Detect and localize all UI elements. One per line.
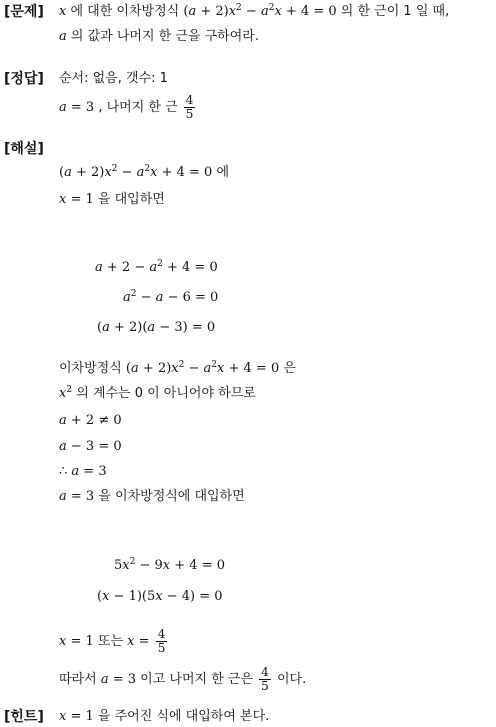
explanation-line-6: 이차방정식 $(a + 2)x^2 - a^2x + 4 = 0$ 은 — [59, 360, 296, 376]
problem-text-1b: 의 한 근이 1 일 때, — [340, 4, 450, 19]
explanation-frac1-den: 5 — [157, 641, 166, 655]
problem-text-1a: 에 대한 이차방정식 — [70, 4, 180, 19]
answer-label: [정답] — [4, 71, 44, 87]
problem-label: [문제] — [4, 4, 44, 20]
answer-fraction — [184, 94, 196, 121]
hint-line: x = 1 을 주어진 식에 대입하여 본다. — [59, 709, 270, 724]
equation-2: $a^2 - a - 6 = 0$ — [123, 289, 219, 305]
explanation-fraction-2 — [259, 666, 271, 693]
explanation-line-15: 따라서 a = 3 이고 나머지 한 근은 $\frac{4}{5}$ 이다. — [59, 665, 307, 693]
hint-text: 을 주어진 식에 대입하여 본다. — [97, 709, 270, 724]
explanation-line-10: ∴ a = 3 — [59, 464, 107, 479]
explanation-text-2: 을 대입하면 — [97, 192, 165, 207]
answer-text-2: , 나머지 한 근 — [98, 100, 178, 115]
answer-frac-num: 4 — [185, 93, 194, 107]
explanation-line-14: x = 1 또는 x = $\frac{4}{5}$ — [59, 627, 166, 655]
explanation-text-15b: 이고 나머지 한 근은 — [140, 672, 254, 687]
equation-5: (x − 1)(5x − 4) = 0 — [97, 589, 223, 604]
equation-4: $5x^2 - 9x + 4 = 0$ — [114, 557, 225, 573]
explanation-text-14: 또는 — [97, 634, 124, 649]
explanation-frac2-num: 4 — [261, 665, 269, 679]
explanation-text-6b: 은 — [283, 361, 296, 376]
explanation-line-11: a = 3 을 이차방정식에 대입하면 — [59, 489, 245, 504]
problem-text-2: 의 값과 나머지 한 근을 구하여라. — [70, 29, 259, 44]
problem-line-2: a 의 값과 나머지 한 근을 구하여라. — [59, 29, 259, 44]
explanation-line-1: $(a + 2)x^2 - a^2x + 4 = 0$ 에 — [59, 164, 229, 180]
explanation-label: [해설] — [4, 141, 44, 157]
equation-1: $a + 2 - a^2 + 4 = 0$ — [95, 259, 218, 275]
explanation-frac2-den: 5 — [261, 679, 269, 693]
explanation-line-2: x = 1 을 대입하면 — [59, 192, 165, 207]
explanation-line-7: $x^2$ 의 계수는 0 이 아니어야 하므로 — [59, 385, 256, 401]
hint-label: [힌트] — [4, 709, 44, 725]
explanation-text-15c: 이다. — [276, 672, 307, 687]
explanation-line-8: a + 2 ≠ 0 — [59, 413, 122, 428]
answer-line-1: 순서: 없음, 갯수: 1 — [59, 71, 168, 86]
explanation-text-15a: 따라서 — [59, 672, 97, 687]
equation-3: (a + 2)(a − 3) = 0 — [97, 320, 216, 335]
explanation-frac1-num: 4 — [157, 627, 166, 641]
explanation-text-6a: 이차방정식 — [59, 361, 122, 376]
explanation-text-1: 에 — [216, 165, 229, 180]
explanation-text-11: 을 이차방정식에 대입하면 — [98, 489, 245, 504]
problem-line-1: x 에 대한 이차방정식 $(a + 2)x^2 - a^2x + 4 = 0$ 의 한 근이 1 일 때, — [59, 3, 450, 19]
answer-line-2: a = 3 , 나머지 한 근 $\frac{4}{5}$ — [59, 93, 194, 121]
explanation-line-9: a − 3 = 0 — [59, 439, 122, 454]
explanation-fraction-1 — [156, 628, 168, 655]
explanation-text-7: 의 계수는 0 이 아니어야 하므로 — [76, 386, 256, 401]
answer-frac-den: 5 — [185, 107, 194, 121]
